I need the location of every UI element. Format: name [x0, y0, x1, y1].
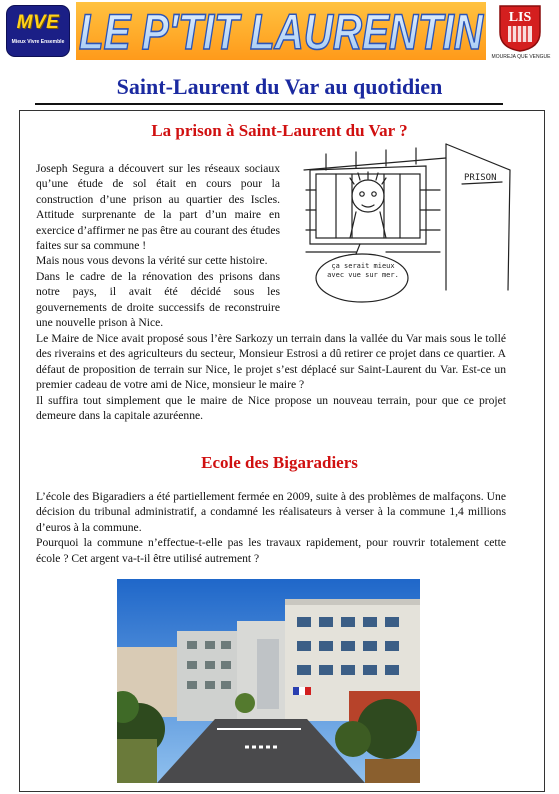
banner-title: LE P'TIT LAURENTIN	[79, 4, 484, 60]
mve-logo-tagline: Mieux Vivre Ensemble	[11, 39, 65, 45]
crest-motto: MOUREJA QUE VENGUE	[491, 54, 551, 60]
prison-cartoon	[296, 140, 516, 310]
speech-bubble-text: ça serait mieux avec vue sur mer.	[327, 262, 399, 279]
prison-sign-text: PRISON	[464, 173, 497, 183]
article-prison-heading: La prison à Saint-Laurent du Var ?	[151, 121, 408, 140]
article-school-text	[36, 489, 506, 566]
mve-logo	[6, 5, 70, 57]
paragraph: Il suffira tout simplement que le maire de Nice propose un nouveau terrain, pour que ce projet demeure dans la capitale azuréenne.	[36, 393, 506, 423]
page-title: Saint-Laurent du Var au quotidien	[116, 74, 443, 99]
article-school-heading: Ecole des Bigaradiers	[201, 453, 358, 472]
crest-letters: LIS	[508, 10, 532, 25]
title-divider	[35, 103, 503, 105]
article-prison-wide-text	[36, 331, 506, 423]
paragraph: Pourquoi la commune n’effectue-t-elle pas les travaux rapidement, pour rouvrir totalement cette école ? Cet argent va-t-il être utilisé autrement ?	[36, 536, 506, 565]
city-crest	[490, 4, 552, 64]
mve-logo-text: MVE	[16, 12, 60, 33]
paragraph: L’école des Bigaradiers a été partiellement fermée en 2009, suite à des problèmes de malfaçons. Une décision du tribunal administratif, a condamné les réalisateurs à verser à la commune 1,4 millions d’euros à la commune.	[36, 490, 506, 534]
paragraph: Joseph Segura a découvert sur les réseaux sociaux qu’une étude de sol était en cours pour la construction d’une prison au quartier des Iscles. Attitude surprenante de la part d’un maire en exercice d’affirmer ne pas être au courant des études faites sur sa commune !	[36, 162, 280, 253]
paragraph: Mais nous vous devons la vérité sur cette histoire.	[36, 254, 268, 268]
article-prison-narrow-text	[36, 161, 280, 330]
paragraph: Dans le cadre de la rénovation des prisons dans notre pays, il avait été décidé sous les gouvernements de droite successifs de reconstruire une nouvelle prison à Nice.	[36, 269, 280, 330]
school-photo	[117, 579, 420, 783]
crest-shield-icon	[498, 4, 542, 52]
paragraph: Le Maire de Nice avait proposé sous l’ère Sarkozy un terrain dans la vallée du Var mais sous le tollé des riverains et des agriculteurs du secteur, Monsieur Estrosi a dû retirer ce projet dans ce quartier. A défaut de proposition de terrain sur Nice, le projet s’est déplacé sur Saint-Laurent du Var. Est-ce un premier cadeau de votre ami de Nice, monsieur le maire ?	[36, 332, 506, 392]
newspaper-banner	[76, 2, 486, 60]
